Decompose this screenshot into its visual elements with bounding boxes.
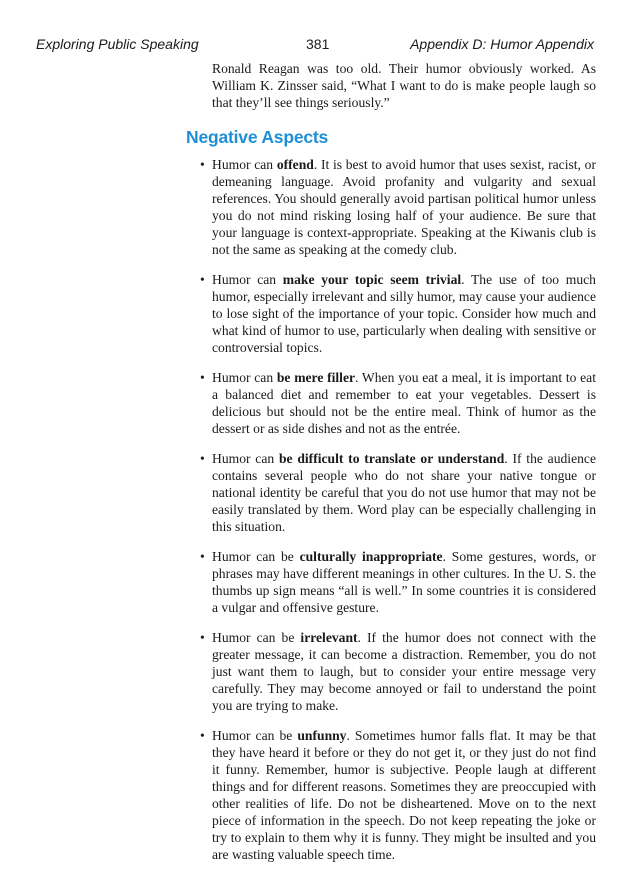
bullet-item	[186, 156, 596, 258]
bullet-item	[186, 727, 596, 863]
bullet-text: . If the humor does not connect with the greater message, it can become a distraction. Remember, you do not just want them to laugh, but to consider your entire message very carefully. They may become annoyed or fail to understand the point you are trying to make.	[212, 630, 596, 713]
bullet-text: . It is best to avoid humor that uses sexist, racist, or demeaning language. Avoid profanity and vulgarity and sexual references. You should generally avoid partisan political humor unless you do not mind risking losing half of your audience. Be sure that your language is context-appropriate. Speaking at the Kiwanis club is not the same as speaking at the comedy club.	[212, 157, 596, 257]
page-number: 381	[306, 36, 330, 52]
bullet-text: . If the audience contains several people who do not share your native tongue or national identity be careful that you do not use humor that may not be easily translated by them. Word play can be especially challenging in this situation.	[212, 451, 596, 534]
bullet-keyword: be difficult to translate or understand	[278, 451, 505, 466]
bullet-text: . Sometimes humor falls flat. It may be that they have heard it before or they do not get it, or they just do not find it funny. Remember, humor is subjective. People laugh at different things and for different reasons. Sometimes they are preoccupied with other realities of life. Do not be disheartened. Move on to the next piece of information in the speech. Do not keep repeating the joke or try to explain to them why it is funny. They might be insulted and you are wasting valuable speech time.	[212, 728, 596, 862]
bullet-list	[186, 156, 596, 863]
bullet-text: . The use of too much humor, especially irrelevant and silly humor, may cause your audience to lose sight of the importance of your topic. Consider how much and what kind of humor to use, particularly when dealing with sensitive or controversial topics.	[212, 272, 596, 355]
bullet-icon: •	[200, 630, 205, 645]
section-heading: Negative Aspects	[186, 127, 329, 147]
bullet-keyword: offend	[276, 157, 314, 172]
bullet-item	[186, 629, 596, 714]
bullet-item	[186, 450, 596, 535]
bullet-icon: •	[200, 272, 205, 287]
bullet-text: . Some gestures, words, or phrases may have different meanings in other cultures. In the U. S. the thumbs up sign means “all is well.” In some countries it is considered a vulgar and offensive gesture.	[212, 549, 596, 615]
bullet-prefix: Humor can be	[212, 630, 301, 645]
bullet-prefix: Humor can be	[212, 728, 298, 743]
bullet-keyword: be mere filler	[276, 370, 356, 385]
bullet-text: . When you eat a meal, it is important to eat a balanced diet and remember to eat your vegetables. Dessert is delicious but should not be the entire meal. Think of humor as the dessert or as side dishes and not as the entrée.	[212, 370, 596, 436]
bullet-prefix: Humor can be	[212, 549, 300, 564]
bullet-keyword: unfunny	[297, 728, 347, 743]
running-header	[36, 36, 594, 54]
book-title: Exploring Public Speaking	[36, 36, 199, 52]
bullet-icon: •	[200, 728, 205, 743]
bullet-item	[186, 271, 596, 356]
bullet-item	[186, 548, 596, 616]
chapter-title: Appendix D: Humor Appendix	[410, 36, 594, 52]
intro-paragraph: Ronald Reagan was too old. Their humor obviously worked. As William K. Zinsser said, “What I want to do is make people laugh so that they’ll see things seriously.”	[212, 61, 596, 110]
bullet-icon: •	[200, 549, 205, 564]
bullet-icon: •	[200, 451, 205, 466]
bullet-keyword: culturally inappropriate	[299, 549, 443, 564]
bullet-icon: •	[200, 157, 205, 172]
bullet-keyword: irrelevant	[300, 630, 358, 645]
bullet-item	[186, 369, 596, 437]
bullet-prefix: Humor can	[212, 370, 277, 385]
bullet-prefix: Humor can	[212, 157, 277, 172]
bullet-keyword: make your topic seem trivial	[282, 272, 462, 287]
page-body	[186, 60, 596, 876]
bullet-icon: •	[200, 370, 205, 385]
bullet-prefix: Humor can	[212, 451, 279, 466]
bullet-prefix: Humor can	[212, 272, 283, 287]
